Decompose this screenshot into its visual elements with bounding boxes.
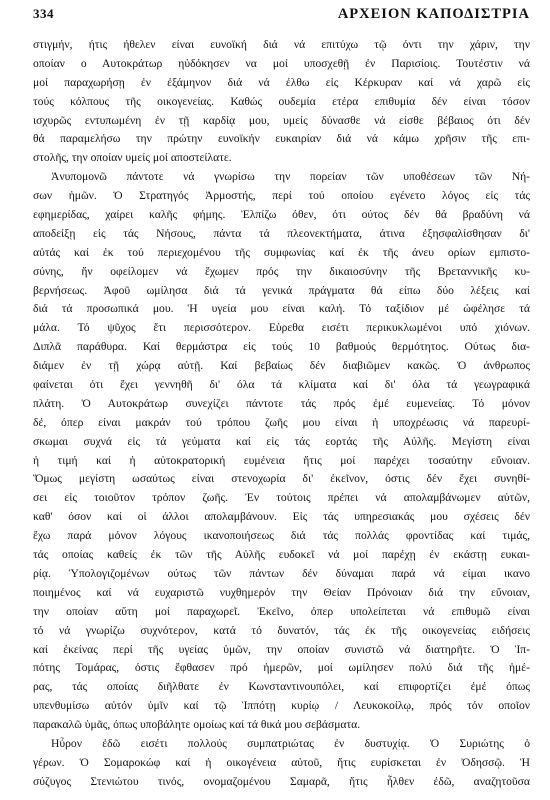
text-line: τάς οποίας καθείς ἐκ τῶν τῆς Αὐλῆς ευδοκεῖ νά μοί παρέχῃ ἐν εκάστῃ ευκαι- — [33, 548, 530, 562]
text-line: ρας, τάς οποίας διῆλθατε ἐν Κωνσταντινουπόλει, καί επιφορτίζει ἐμέ όπως — [33, 680, 530, 694]
text-line: καθ' όσον καί οἱ άλλοι απολαμβάνουν. Εἰς τάς υπηρεσιακάς μου σχέσεις δέν — [33, 510, 530, 524]
text-line: στολῆς, την οποίαν υμείς μοί αποστείλατε. — [33, 151, 232, 165]
text-line: διά τά προσωπικά μου. Ἡ υγεία μου είναι καλή. Τό ταξίδιον μέ ὠφέλησε τά — [33, 302, 530, 316]
text-line: σκωμαι συχνά εἰς τά γεύματα καί εἰς τάς εορτάς τῆς Αὐλῆς. Μεγίστη είναι — [33, 434, 530, 448]
text-line: βερνήσεως. Ἀφοῦ ωμίλησα διά τά γενικά πράγματα θά είπω δύο λέξεις καί — [33, 283, 530, 297]
text-line: μοί παραχωρήσῃ ἐν ἐξάμηνον διά νά έλθω εἰς Κέρκυραν καί νά χαρῶ εἰς — [33, 75, 530, 89]
text-line: γέρων. Ὁ Σομαροκώφ καί ἡ οικογένεια αὐτοῦ, ἥτις ευρίσκεται ἐν Ὀδησσῷ. Ἡ — [33, 755, 530, 769]
text-line: σύνης, ἥν οφείλομεν νά ἔχωμεν πρός την δικαιοσύνην τῆς Βρεταννικῆς κυ- — [33, 264, 530, 278]
text-line: ἡ τιμή καί ἡ αὐτοκρατορική ευμένεια ἥτις μοί παρέχει τοσαύτην εὔνοιαν. — [33, 453, 530, 467]
text-line: θά παραμελήσω την πρώτην ευνοϊκήν ευκαιρίαν διά νά κάμω χρῆσιν τῆς επι- — [33, 132, 530, 146]
text-line: ρίᾳ. Ὑπολογιζομένων ούτως τῶν πάντων δέν δύναμαι παρά νά είμαι ικανο — [33, 566, 530, 580]
text-line: τό νά γνωρίζω συχνότερον, κατά τό δυνατόν, τάς ἐκ τῆς οικογενείας ειδήσεις — [33, 623, 530, 637]
text-line: διάμεν ἐν τῇ χώρᾳ αὐτῇ. Καί βεβαίως δέν διαβιῶμεν κακῶς. Ὁ άνθρωπος — [33, 359, 530, 373]
text-line: Ὅμως μεγίστη ωσαύτως είναι στενοχωρία δι' ἐκεῖνον, όστις δέν ἔχει συνηθί- — [33, 472, 530, 486]
text-line: πλάτη. Ὁ Αυτοκράτωρ συνεχίζει πάντοτε τάς πρός ἐμέ ευμενείας. Τό μόνον — [33, 396, 530, 410]
text-line: ἔχω παρά μόνον λόγους ικανοποιήσεως διά τάς πολλάς φροντίδας καί τιμάς, — [33, 529, 530, 543]
text-line: Διπλᾶ παράθυρα. Καί θερμάστρα εἰς τούς 10 βαθμούς θερμότητος. Ούτως δια- — [33, 340, 530, 354]
document-page — [33, 6, 530, 792]
text-line: σων ἡμῶν. Ὁ Στρατηγός Ἀρμοστής, περί τού οποίου εγένετο λόγος εἰς τάς — [33, 189, 530, 203]
text-line: μάλα. Τό ψῦχος ἔτι περισσότερον. Εὑρεθα εισέτι περικυκλωμένοι υπό χιόνων. — [33, 321, 530, 335]
text-line: αὐτάς καί ἐκ τού περιεχομένου τῆς συμφωνίας καί ἐκ τῆς άνευ ορίων εμπιστο- — [33, 245, 530, 259]
text-line: την οποίαν αὕτη μοί παραχωρεῖ. Ἐκεῖνο, όπερ υπολείπεται νά επιθυμῶ είναι — [33, 604, 530, 618]
text-line: καί ἐκείνας περί τῆς υγείας ὑμῶν, την οποίαν συνιστῶ νά διατηρῆτε. Ὁ Ἱπ- — [33, 642, 530, 656]
text-line: δέ, όπερ είναι μακράν τού τρόπου ζωῆς μου είναι ἡ υποχρέωσις νά παρευρί- — [33, 415, 530, 429]
running-title: ΑΡΧΕΙΟΝ ΚΑΠΟΔΙΣΤΡΙΑ — [337, 6, 530, 22]
page-header — [33, 6, 530, 28]
text-line: υπενθυμίσω αὐτόν ὑμῖν καί τῷ Ἱππότῃ κυρίῳ / Λευκοκοίλῳ, πρός τόν οποῖον — [33, 699, 530, 713]
page-number: 334 — [33, 6, 54, 21]
text-line: τούς κόλπους τῆς οικογενείας. Καθώς ουδεμία ετέρα επιθυμία δέν είναι τόσον — [33, 94, 530, 108]
text-line: φαίνεται ότι ἔχει γεννηθῆ δι' όλα τά κλίματα καί δι' όλα τά γεωγραφικά — [33, 378, 530, 392]
text-line: εφημερίδας, χαίρει καλῆς φήμης. Ἐλπίζω όθεν, ότι ούτος δέν θά βραδύνη νά — [33, 208, 530, 222]
text-line: αποδείξῃ εἰς τάς Νήσους, πάντα τά πλεονεκτήματα, άτινα ἐξησφαλίσθησαν δι' — [33, 226, 530, 240]
text-line: στιγμήν, ήτις ήθελεν είναι ευνοϊκή διά νά επιτύχω τῷ όντι την χάριν, την — [33, 38, 530, 51]
text-line: οποίαν ο Αυτοκράτωρ ηὐδόκησεν να μοί υποσχεθῇ ἐν Παρισίοις. Τουτέστιν νά — [33, 56, 530, 70]
text-line: Ηὗρον ἐδῶ εισέτι πολλούς συμπατριώτας ἐν δυστυχίᾳ. Ὁ Συριώτης ὁ — [51, 736, 530, 750]
text-line: ισχυρῶς εντυπωμένη ἐν τῇ καρδίᾳ μου, υμείς δύνασθε νά είσθε βέβαιος ότι δέν — [33, 113, 530, 127]
text-line: σει εἰς τοιοῦτον τρόπον ζωῆς. Ἐν τούτοις πρέπει νά απολαμβάνωμεν αὐτῶν, — [33, 491, 530, 505]
body-text — [33, 36, 530, 792]
text-line: ποιημένος καί νά ευχαριστῶ νυχθημερόν την Θείαν Πρόνοιαν διά την εὔνοιαν, — [33, 585, 530, 599]
text-line: Ἀνυπομονῶ πάντοτε νά γνωρίσω την πορείαν τῶν υποθέσεων τῶν Νή- — [51, 170, 530, 184]
text-line: σύζυγος Στενιώτου τινός, ονομαζομένου Σαμαρᾶ, ἥτις ἦλθεν ἐδῶ, αναζητοῦσα — [33, 774, 530, 788]
text-line: παρακαλῶ ὑμᾶς, όπως υποβάλητε ομοίως καί τά θικά μου σεβάσματα. — [33, 718, 361, 732]
text-line: πότης Τομάρας, όστις ἔφθασεν πρό ἡμερῶν, μοί ωμίλησεν πολύ διά τῆς ἡμέ- — [33, 661, 530, 675]
